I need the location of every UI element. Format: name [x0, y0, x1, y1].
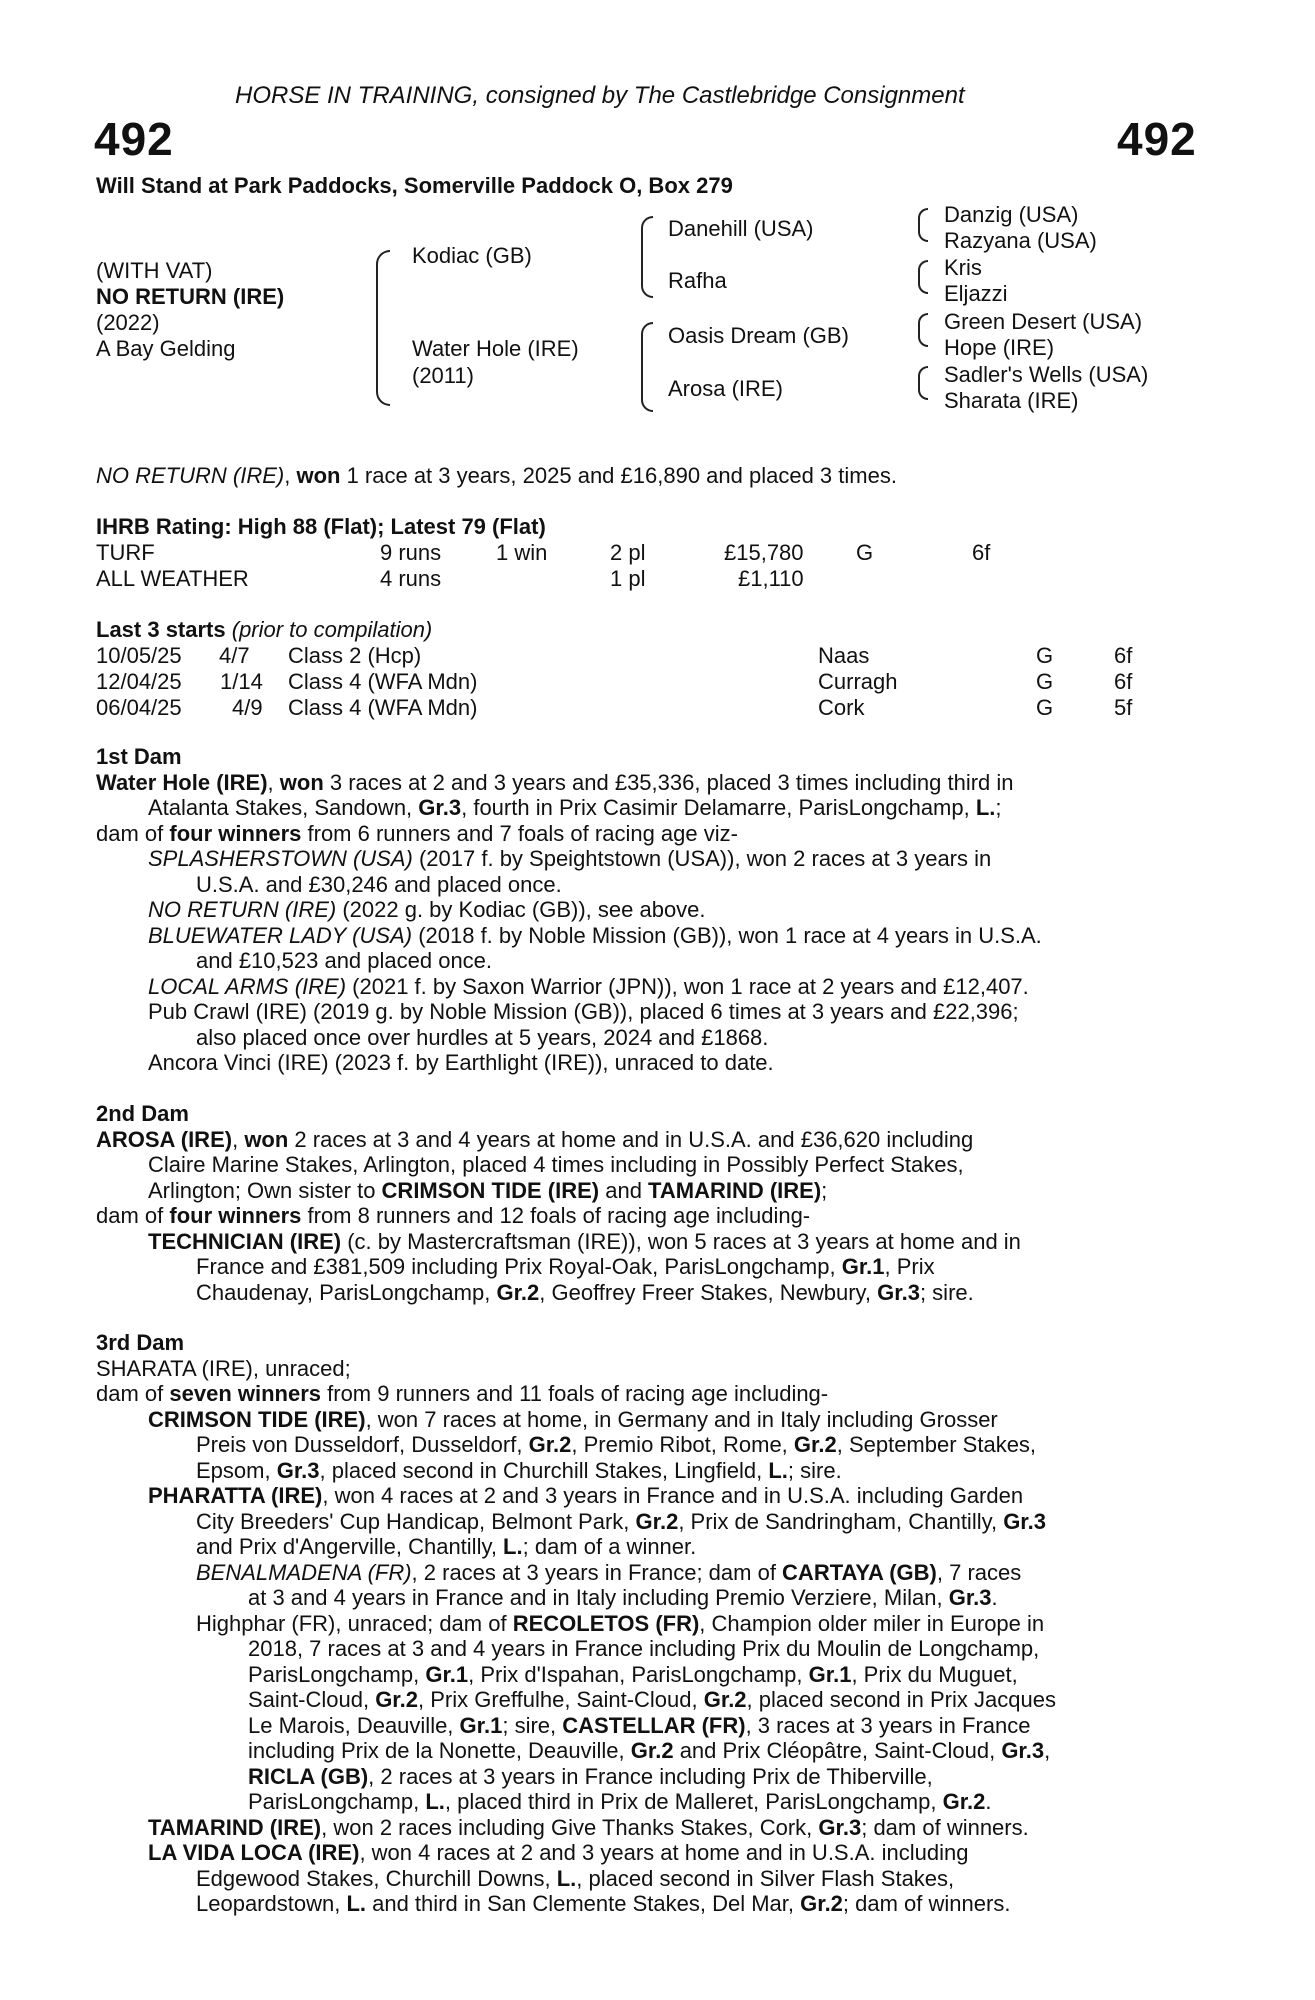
text: from 8 runners and 12 foals of racing age including- — [301, 1203, 811, 1228]
summary-won: won — [296, 463, 341, 488]
start-course: Naas — [818, 643, 870, 668]
text: (2021 f. by Saxon Warrior (JPN)), won 1 race at 2 years and £12,407. — [346, 973, 1029, 999]
text: and — [599, 1177, 649, 1203]
grade: Gr.1 — [425, 1661, 469, 1687]
text: (2022 g. by Kodiac (GB)), see above. — [336, 897, 706, 922]
start-race: Class 4 (WFA Mdn) — [288, 669, 478, 694]
start-position: 1/14 — [220, 669, 263, 694]
produce-line — [96, 1560, 1226, 1586]
text: Edgewood Stakes, Churchill Downs, — [196, 1865, 557, 1891]
third-dam-line: SHARATA (IRE), unraced; — [96, 1355, 351, 1381]
produce-line — [96, 1483, 1226, 1509]
start-going: G — [1036, 695, 1054, 720]
grade: Gr.1 — [808, 1661, 852, 1687]
text: Le Marois, Deauville, — [248, 1712, 460, 1738]
text: dam of — [96, 820, 170, 846]
rating-surface: TURF — [96, 540, 155, 565]
text: , Prix — [884, 1254, 935, 1279]
produce-name: NO RETURN (IRE) — [148, 897, 337, 922]
second-dam-line — [96, 1203, 1226, 1229]
produce-name: SPLASHERSTOWN (USA) — [148, 846, 413, 871]
start-going: G — [1036, 643, 1054, 668]
text: , Prix d'Ispahan, ParisLongchamp, — [468, 1661, 809, 1687]
pedigree-g4-6: Hope (IRE) — [944, 335, 1055, 360]
produce-name: LOCAL ARMS (IRE) — [148, 973, 347, 999]
pedigree-bracket-g4-2 — [918, 260, 928, 294]
third-dam-section — [96, 1330, 1226, 1917]
winners-count: seven winners — [169, 1381, 322, 1406]
grade: Gr.3 — [1001, 1738, 1045, 1763]
pedigree-bracket-g4-1 — [918, 208, 928, 242]
produce-line: and £10,523 and placed once. — [196, 948, 493, 973]
text: , placed third in Prix de Malleret, ParisLongchamp, — [444, 1789, 943, 1814]
pedigree-g4-8: Sharata (IRE) — [944, 388, 1079, 413]
start-distance: 6f — [1114, 643, 1133, 668]
produce-line — [96, 1585, 1226, 1611]
grade: Gr.2 — [635, 1508, 679, 1534]
grade: Gr.3 — [948, 1585, 992, 1610]
start-race: Class 4 (WFA Mdn) — [288, 695, 478, 720]
produce-line — [96, 974, 1226, 1000]
text: Chaudenay, ParisLongchamp, — [196, 1279, 497, 1305]
lot-number-left: 492 — [94, 113, 174, 165]
produce-line: Ancora Vinci (IRE) (2023 f. by Earthlight (IRE)), unraced to date. — [148, 1050, 774, 1075]
text: (2017 f. by Speightstown (USA)), won 2 races at 3 years in — [412, 846, 992, 871]
second-dam-heading: 2nd Dam — [96, 1101, 189, 1126]
text: 3 races at 2 and 3 years and £35,336, placed 3 times including third in — [323, 769, 1014, 795]
pedigree-bracket-dam — [641, 322, 653, 412]
text: ; sire, — [502, 1712, 563, 1738]
produce-name: CASTELLAR (FR) — [562, 1712, 746, 1738]
grade: L. — [346, 1891, 366, 1916]
grade: Gr.3 — [1003, 1508, 1046, 1534]
start-distance: 5f — [1114, 695, 1133, 720]
produce-name: CRIMSON TIDE (IRE) — [148, 1406, 366, 1432]
text: , won 7 races at home, in Germany and in Italy including Grosser — [365, 1406, 998, 1432]
horse-description: A Bay Gelding — [96, 336, 236, 361]
text: ; sire. — [787, 1457, 842, 1483]
text: , Prix de Sandringham, Chantilly, — [678, 1508, 1004, 1534]
rating-heading: IHRB Rating: High 88 (Flat); Latest 79 (Flat) — [96, 514, 546, 539]
grade: Gr.2 — [942, 1789, 986, 1814]
produce-line — [96, 1815, 1226, 1841]
produce-line — [96, 1534, 1226, 1560]
produce-line — [96, 1713, 1226, 1739]
text: , won 4 races at 2 and 3 years in France and in U.S.A. including Garden — [322, 1483, 1024, 1508]
produce-line — [96, 846, 1226, 872]
produce-line — [96, 897, 1226, 923]
produce-line — [96, 1687, 1226, 1713]
grade: Gr.2 — [630, 1738, 674, 1763]
text: , 2 races at 3 years in France; dam of — [411, 1559, 783, 1585]
horse-name: NO RETURN (IRE) — [96, 284, 285, 309]
grade: L. — [556, 1865, 577, 1891]
pedigree-g4-2: Razyana (USA) — [944, 228, 1097, 253]
grade: Gr.2 — [703, 1687, 747, 1712]
text: from 9 runners and 11 foals of racing age including- — [321, 1381, 829, 1406]
rating-money: £15,780 — [724, 540, 804, 565]
sibling-name: TAMARIND (IRE) — [648, 1177, 822, 1203]
start-going: G — [1036, 669, 1054, 694]
produce-line — [96, 1764, 1226, 1790]
produce-name: BLUEWATER LADY (USA) — [148, 922, 413, 948]
produce-line: 2018, 7 races at 3 and 4 years in France including Prix du Moulin de Longchamp, — [248, 1636, 1040, 1661]
lot-number-right: 492 — [1117, 113, 1197, 165]
rating-money: £1,110 — [738, 566, 804, 591]
text: ParisLongchamp, — [248, 1661, 426, 1687]
start-race: Class 2 (Hcp) — [288, 643, 422, 668]
third-dam-line — [96, 1381, 1226, 1407]
produce-line — [96, 1738, 1226, 1764]
horse-foaling-year: (2022) — [96, 310, 160, 335]
text: Arlington; Own sister to — [148, 1177, 382, 1203]
text: and Prix d'Angerville, Chantilly, — [196, 1534, 504, 1559]
grade: Gr.3 — [276, 1457, 320, 1483]
text: ; — [995, 795, 1002, 820]
pedigree-sire-sire: Danehill (USA) — [668, 216, 814, 241]
pedigree-bracket-main — [376, 250, 390, 406]
text: ; sire. — [919, 1279, 974, 1305]
produce-line — [96, 1407, 1226, 1433]
pedigree-g4-4: Eljazzi — [944, 281, 1008, 306]
text: and third in San Clemente Stakes, Del Mar, — [366, 1891, 801, 1916]
catalogue-header-title: HORSE IN TRAINING, consigned by The Castlebridge Consignment — [235, 82, 965, 109]
produce-line — [96, 1866, 1226, 1892]
text: and Prix Cléopâtre, Saint-Cloud, — [673, 1738, 1002, 1763]
race-summary — [96, 463, 897, 489]
produce-line — [96, 923, 1226, 949]
won: won — [244, 1126, 289, 1152]
winners-count: four winners — [169, 820, 302, 846]
text: Atalanta Stakes, Sandown, — [148, 795, 419, 820]
pedigree-sire-dam: Rafha — [668, 268, 727, 293]
text: dam of — [96, 1203, 170, 1228]
second-dam-section — [96, 1101, 1226, 1305]
text: City Breeders' Cup Handicap, Belmont Park, — [196, 1508, 636, 1534]
dam-name: Water Hole (IRE) — [96, 769, 268, 795]
grade: Gr.3 — [818, 1814, 862, 1840]
stand-location: Will Stand at Park Paddocks, Somerville Paddock O, Box 279 — [96, 173, 733, 198]
grade: Gr.2 — [496, 1279, 540, 1305]
grade: Gr.2 — [793, 1432, 837, 1457]
pedigree-bracket-g4-4 — [918, 366, 928, 400]
text: ; dam of a winner. — [522, 1534, 697, 1559]
grade: L. — [975, 795, 996, 820]
text: (c. by Mastercraftsman (IRE)), won 5 races at 3 years at home and in — [341, 1228, 1021, 1254]
sep: , — [232, 1126, 245, 1152]
second-dam-line: Claire Marine Stakes, Arlington, placed 4 times including in Possibly Perfect Stakes, — [148, 1152, 964, 1177]
third-dam-heading: 3rd Dam — [96, 1330, 185, 1355]
rating-placed: 1 pl — [610, 566, 646, 591]
rating-surface: ALL WEATHER — [96, 566, 249, 591]
rating-going: G — [856, 540, 874, 565]
first-dam-line — [96, 770, 1226, 796]
text: ; — [821, 1177, 828, 1203]
second-dam-line — [96, 1127, 1226, 1153]
text: Saint-Cloud, — [248, 1687, 376, 1712]
produce-name: TAMARIND (IRE) — [148, 1814, 322, 1840]
produce-line: Pub Crawl (IRE) (2019 g. by Noble Mission (GB)), placed 6 times at 3 years and £22,396; — [148, 999, 1019, 1024]
dam-name: AROSA (IRE) — [96, 1126, 233, 1152]
produce-name: PHARATTA (IRE) — [148, 1483, 323, 1508]
text: , placed second in Silver Flash Stakes, — [576, 1865, 955, 1891]
produce-name: RICLA (GB) — [248, 1763, 369, 1789]
grade: Gr.2 — [800, 1891, 843, 1916]
text: Epsom, — [196, 1457, 277, 1483]
produce-line — [96, 1458, 1226, 1484]
produce-name: BENALMADENA (FR) — [196, 1559, 412, 1585]
rating-placed: 2 pl — [610, 540, 646, 565]
first-dam-line — [96, 795, 1226, 821]
grade: Gr.3 — [418, 795, 462, 820]
pedigree-sire: Kodiac (GB) — [412, 243, 532, 268]
text: , placed second in Prix Jacques — [746, 1687, 1056, 1712]
pedigree-bracket-sire — [641, 216, 653, 298]
text: at 3 and 4 years in France and in Italy including Premio Verziere, Milan, — [248, 1585, 949, 1610]
pedigree-g4-3: Kris — [944, 255, 982, 280]
text: , Prix du Muguet, — [851, 1661, 1018, 1687]
vat-note: (WITH VAT) — [96, 258, 213, 283]
pedigree-dam-sire: Oasis Dream (GB) — [668, 323, 849, 348]
last-starts-note: (prior to compilation) — [225, 617, 433, 642]
produce-line — [96, 1891, 1226, 1917]
first-dam-line — [96, 821, 1226, 847]
produce-line — [96, 1432, 1226, 1458]
start-position: 4/9 — [232, 695, 263, 720]
text: , 7 races — [936, 1559, 1022, 1585]
start-position: 4/7 — [219, 643, 250, 668]
text: ; dam of winners. — [861, 1814, 1029, 1840]
pedigree-dam-dam: Arosa (IRE) — [668, 376, 783, 401]
grade: Gr.3 — [877, 1279, 920, 1305]
text: , 3 races at 3 years in France — [745, 1712, 1031, 1738]
start-date: 10/05/25 — [96, 643, 182, 668]
text: 2 races at 3 and 4 years at home and in U.S.A. and £36,620 including — [288, 1126, 974, 1152]
produce-line — [96, 1611, 1226, 1637]
text: ; dam of winners. — [842, 1891, 1011, 1916]
produce-name: TECHNICIAN (IRE) — [148, 1228, 342, 1254]
rating-distance: 6f — [972, 540, 991, 565]
text: ParisLongchamp, — [248, 1789, 426, 1814]
produce-line — [96, 1509, 1226, 1535]
produce-line — [96, 1789, 1226, 1815]
start-distance: 6f — [1114, 669, 1133, 694]
grade: Gr.2 — [528, 1432, 572, 1457]
grade: L. — [768, 1457, 788, 1483]
produce-name: LA VIDA LOCA (IRE) — [148, 1840, 360, 1865]
text: . — [985, 1789, 992, 1814]
text: , won 4 races at 2 and 3 years at home and in U.S.A. including — [359, 1840, 969, 1865]
summary-sep: , — [284, 463, 297, 488]
text: dam of — [96, 1381, 170, 1406]
start-date: 06/04/25 — [96, 695, 182, 720]
grade: Gr.1 — [841, 1254, 885, 1279]
pedigree-dam: Water Hole (IRE) — [412, 336, 579, 361]
text: Preis von Dusseldorf, Dusseldorf, — [196, 1432, 529, 1457]
text: Highphar (FR), unraced; dam of — [196, 1610, 513, 1636]
pedigree-g4-7: Sadler's Wells (USA) — [944, 362, 1149, 387]
last-starts-title: Last 3 starts — [96, 617, 226, 642]
start-course: Cork — [818, 695, 865, 720]
text: , fourth in Prix Casimir Delamarre, ParisLongchamp, — [461, 795, 976, 820]
text: , — [1044, 1738, 1051, 1763]
text: , Prix Greffulhe, Saint-Cloud, — [418, 1687, 704, 1712]
pedigree-bracket-g4-3 — [918, 313, 928, 347]
sep: , — [267, 769, 280, 795]
winners-count: four winners — [169, 1203, 302, 1228]
pedigree-g4-1: Danzig (USA) — [944, 202, 1079, 227]
last-starts-heading — [96, 617, 432, 643]
text: France and £381,509 including Prix Royal-Oak, ParisLongchamp, — [196, 1254, 842, 1279]
produce-line — [96, 1662, 1226, 1688]
second-dam-line — [96, 1178, 1226, 1204]
text: , won 2 races including Give Thanks Stakes, Cork, — [321, 1814, 819, 1840]
text: (2018 f. by Noble Mission (GB)), won 1 race at 4 years in U.S.A. — [412, 922, 1042, 948]
text: , September Stakes, — [836, 1432, 1037, 1457]
produce-name: CARTAYA (GB) — [782, 1559, 937, 1585]
text: , Champion older miler in Europe in — [699, 1610, 1045, 1636]
won: won — [279, 769, 324, 795]
produce-line — [96, 1840, 1226, 1866]
pedigree-dam-year: (2011) — [412, 363, 474, 388]
text: . — [991, 1585, 998, 1610]
sibling-name: CRIMSON TIDE (IRE) — [381, 1177, 600, 1203]
start-date: 12/04/25 — [96, 669, 182, 694]
start-course: Curragh — [818, 669, 898, 694]
produce-line: also placed once over hurdles at 5 years, 2024 and £1868. — [196, 1024, 769, 1050]
grade: L. — [503, 1534, 523, 1559]
grade: Gr.2 — [375, 1687, 418, 1712]
grade: L. — [425, 1789, 445, 1814]
text: , Geoffrey Freer Stakes, Newbury, — [539, 1279, 878, 1305]
text: , Premio Ribot, Rome, — [571, 1432, 794, 1457]
grade: Gr.1 — [459, 1712, 503, 1738]
summary-horse-name: NO RETURN (IRE) — [96, 463, 285, 488]
produce-line — [96, 1280, 1226, 1306]
pedigree-g4-5: Green Desert (USA) — [944, 309, 1143, 334]
produce-line — [96, 1254, 1226, 1280]
text: Leopardstown, — [196, 1891, 347, 1916]
text: including Prix de la Nonette, Deauville, — [248, 1738, 631, 1763]
first-dam-section — [96, 744, 1226, 1076]
rating-runs: 4 runs — [380, 566, 442, 591]
text: , 2 races at 3 years in France including Prix de Thiberville, — [368, 1763, 933, 1789]
text: , placed second in Churchill Stakes, Lingfield, — [319, 1457, 769, 1483]
text: from 6 runners and 7 foals of racing age viz- — [301, 820, 738, 846]
summary-rest: 1 race at 3 years, 2025 and £16,890 and placed 3 times. — [340, 463, 897, 488]
rating-runs: 9 runs — [380, 540, 442, 565]
rating-wins: 1 win — [496, 540, 548, 565]
produce-line: U.S.A. and £30,246 and placed once. — [196, 871, 562, 897]
produce-line — [96, 1229, 1226, 1255]
produce-name: RECOLETOS (FR) — [512, 1610, 700, 1636]
first-dam-heading: 1st Dam — [96, 744, 182, 769]
